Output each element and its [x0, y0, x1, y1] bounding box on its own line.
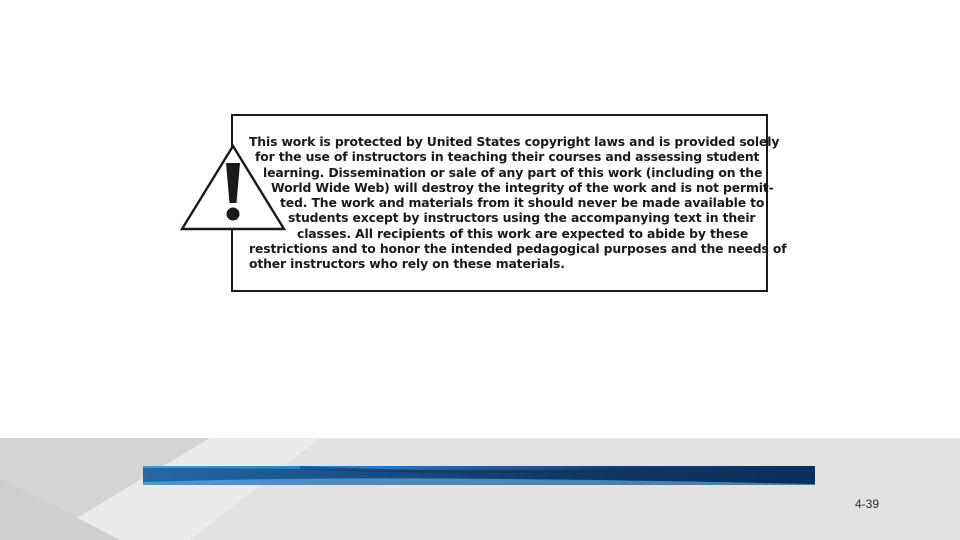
notice-line: World Wide Web) will destroy the integrity of the work and is not permit- — [271, 179, 774, 195]
copyright-notice-text — [240, 134, 787, 272]
notice-line: students except by instructors using the accompanying text in their — [288, 210, 756, 226]
notice-line: classes. All recipients of this work are expected to abide by these — [297, 225, 749, 241]
page-number: 4-39 — [855, 497, 880, 511]
footer-band — [0, 438, 960, 540]
notice-line: other instructors who rely on these materials. — [249, 256, 565, 272]
notice-line: This work is protected by United States copyright laws and is provided solely — [249, 134, 780, 149]
notice-line: learning. Dissemination or sale of any part of this work (including on the — [263, 164, 763, 180]
notice-line: for the use of instructors in teaching their courses and assessing student — [255, 149, 760, 165]
notice-line: ted. The work and materials from it should never be made available to — [280, 195, 765, 211]
notice-line: restrictions and to honor the intended pedagogical purposes and the needs of — [249, 241, 787, 257]
